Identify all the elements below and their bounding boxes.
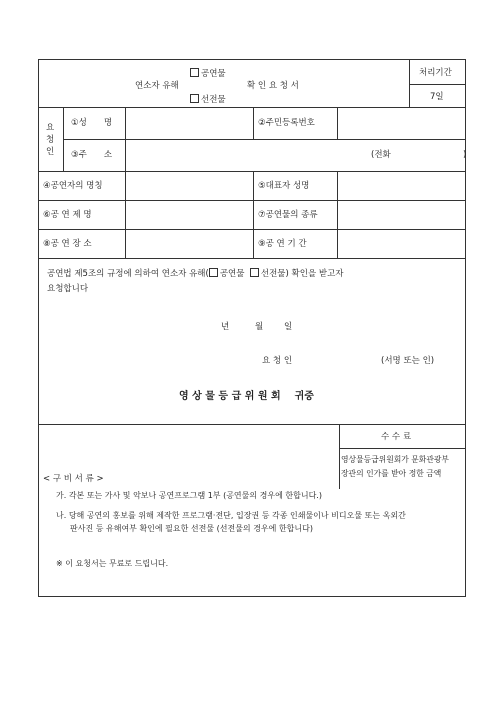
option-performance-label: 공연물: [201, 69, 226, 79]
request-text-c: 선전물) 확인을 받고자: [260, 269, 344, 279]
fee-line1: 영상물등급위원회가 문화관광부: [341, 455, 449, 464]
representative-label: ⑤대표자 성명: [258, 181, 310, 191]
row-divider: [39, 200, 465, 201]
row-divider: [409, 84, 465, 85]
period-label: ⑨공 연 기 간: [258, 239, 307, 249]
phone-label: (전화: [371, 150, 391, 160]
producer-label: ④공연자의 명칭: [43, 181, 103, 191]
fee-line2: 장관의 인가를 받아 정한 금액: [341, 469, 442, 478]
title-label: ⑥공 연 제 명: [43, 210, 92, 220]
applicant-section-char: 인: [46, 147, 55, 157]
rrn-label: ②주민등록번호: [258, 118, 315, 128]
applicant-section-char: 청: [46, 135, 55, 145]
request-statement-line2: 요청합니다: [47, 284, 89, 294]
name-field[interactable]: [127, 109, 251, 137]
address-field[interactable]: [127, 141, 357, 169]
row-divider: [63, 139, 465, 140]
col-divider: [337, 171, 338, 258]
row-divider: [339, 448, 465, 449]
title-field[interactable]: [127, 202, 251, 227]
col-divider: [125, 107, 126, 258]
checkbox-icon[interactable]: [190, 68, 199, 77]
rrn-field[interactable]: [339, 109, 463, 137]
row-divider: [39, 258, 465, 259]
col-divider: [253, 171, 254, 258]
checkbox-icon[interactable]: [250, 268, 259, 277]
signature-label: (서명 또는 인): [381, 356, 435, 366]
row-divider: [39, 424, 465, 425]
request-text-b: 공연물: [219, 269, 245, 279]
processing-period-label: 처리기간: [419, 68, 452, 78]
date-year: 년: [221, 322, 230, 332]
representative-field[interactable]: [339, 173, 463, 198]
date-month: 월: [255, 322, 264, 332]
category-label: ⑦공연물의 종류: [258, 210, 318, 220]
producer-field[interactable]: [127, 173, 251, 198]
requester-field[interactable]: [307, 352, 377, 368]
category-field[interactable]: [339, 202, 463, 227]
col-divider: [339, 424, 340, 489]
phone-close: ): [463, 150, 467, 160]
venue-label: ⑧공 연 장 소: [43, 239, 92, 249]
col-divider: [337, 107, 338, 139]
option-promo-label: 선전물: [201, 95, 226, 105]
row-divider: [39, 229, 465, 230]
checkbox-icon[interactable]: [209, 268, 218, 277]
addressee: [179, 392, 314, 402]
row-divider: [39, 171, 465, 172]
documents-note: ※ 이 요청서는 무료로 드립니다.: [56, 559, 169, 568]
row-divider: [39, 107, 465, 108]
form-subject: 연소자 유해: [135, 81, 179, 91]
period-field[interactable]: [339, 231, 463, 256]
documents-header: < 구 비 서 류 >: [43, 474, 104, 484]
col-divider: [253, 107, 254, 139]
addressee-name: 영 상 물 등 급 위 원 회: [179, 391, 281, 402]
requester-label: 요 청 인: [262, 356, 293, 366]
option-performance: [190, 68, 226, 79]
checkbox-icon[interactable]: [190, 94, 199, 103]
applicant-section-char: 요: [46, 123, 55, 133]
venue-field[interactable]: [127, 231, 251, 256]
request-text-a: 공연법 제5조의 규정에 의하여 연소자 유해(: [47, 269, 209, 279]
request-statement: [47, 268, 344, 279]
name-label: ①성 명: [71, 118, 113, 128]
address-label: ③주 소: [71, 150, 113, 160]
date-day: 일: [284, 322, 293, 332]
col-divider: [409, 60, 410, 107]
form-title: 확 인 요 청 서: [247, 81, 299, 91]
processing-period-value: 7일: [430, 92, 444, 102]
col-divider: [63, 107, 64, 171]
documents-item-ga: 가. 각본 또는 가사 및 악보나 공연프로그램 1부 (공연물의 경우에 한합니다.): [56, 491, 322, 500]
application-form: [38, 59, 466, 597]
fee-header: 수 수 료: [381, 432, 412, 442]
addressee-suffix: 귀중: [294, 391, 314, 402]
documents-item-na-2: 판사진 등 유해여부 확인에 필요한 선전물 (선전물의 경우에 한합니다): [70, 524, 313, 533]
documents-item-na-1: 나. 당해 공연의 홍보를 위해 제작한 프로그램·전단, 입장권 등 각종 인쇄물이나 비디오물 또는 옥외간: [56, 511, 406, 520]
option-promo: [190, 94, 226, 105]
